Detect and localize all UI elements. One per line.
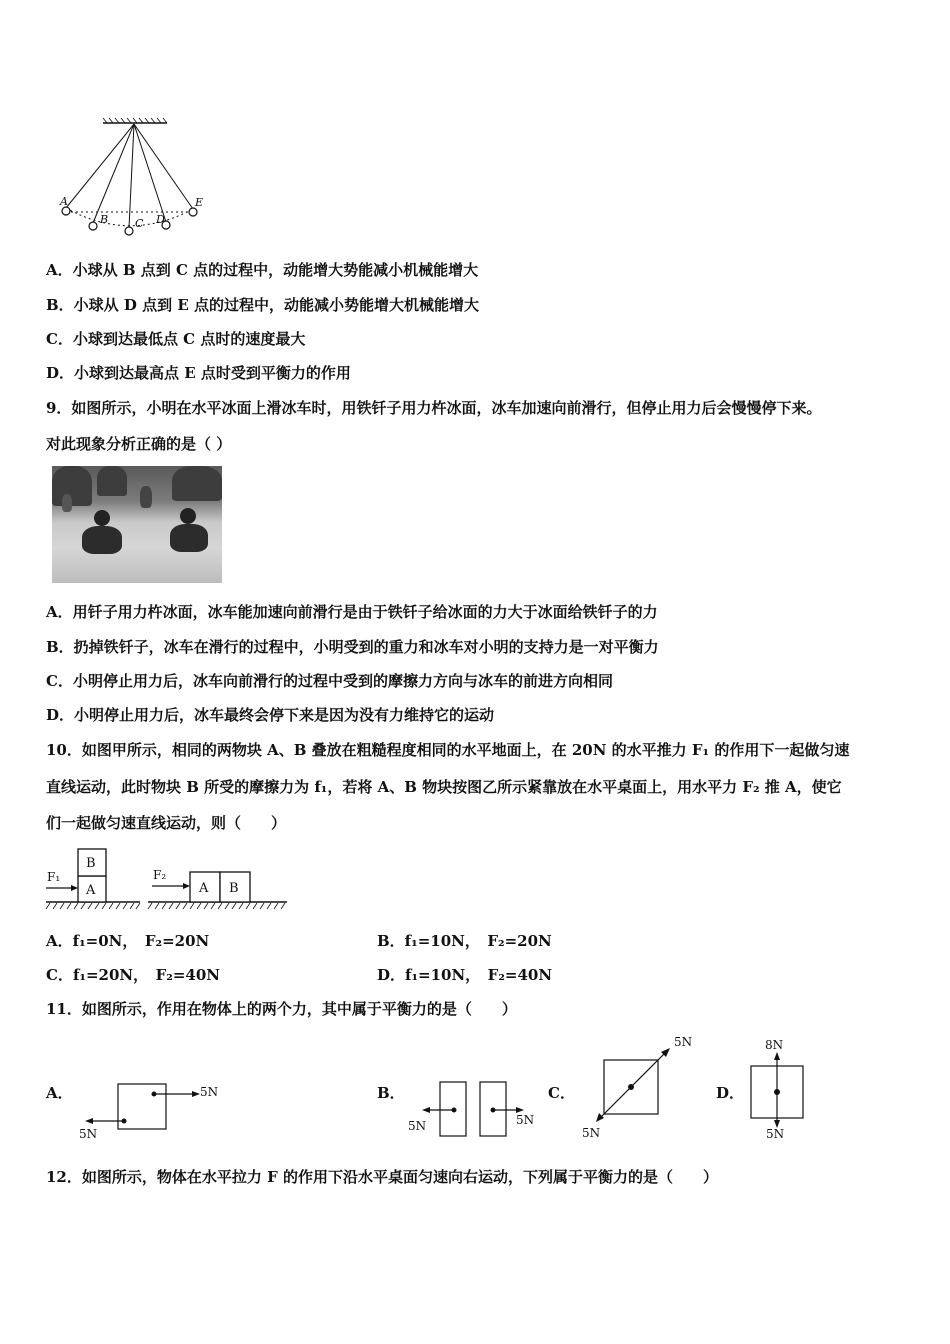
pendulum-label-b: B: [100, 213, 109, 226]
block-a-side: A: [199, 881, 209, 896]
force-label-5n: 5N: [79, 1127, 98, 1141]
block-b-stacked: B: [86, 856, 96, 871]
force-label-5n: 5N: [674, 1035, 693, 1049]
q12-stem: 12．如图所示，物体在水平拉力 F 的作用下沿水平桌面匀速向右运动，下列属于平衡力的是（ ）: [46, 1168, 718, 1186]
force-diagram-a: [76, 1076, 226, 1142]
force-label-5n: 5N: [516, 1113, 535, 1127]
pendulum-label-d: D: [156, 213, 165, 226]
q8-option-b: B．小球从 D 点到 E 点的过程中，动能减小势能增大机械能增大: [46, 296, 480, 314]
force-label-5n: 5N: [766, 1127, 785, 1141]
label-f1: F₁: [47, 870, 61, 884]
force-diagram-d: [745, 1034, 815, 1142]
q11-letter-c: C．: [548, 1084, 575, 1102]
q9-option-d: D．小明停止用力后，冰车最终会停下来是因为没有力维持它的运动: [46, 706, 495, 724]
force-diagram-c: [578, 1030, 708, 1142]
q10-option-c: C．f₁=20N， F₂=40N: [46, 966, 220, 984]
q11-letter-a: A．: [46, 1084, 73, 1102]
pendulum-label-a: A: [60, 195, 68, 208]
q10-option-b: B．f₁=10N， F₂=20N: [377, 932, 552, 950]
q9-option-a: A．用钎子用力杵冰面，冰车能加速向前滑行是由于铁钎子给冰面的力大于冰面给铁钎子的力: [46, 603, 658, 621]
force-label-5n: 5N: [200, 1085, 219, 1099]
q9-stem-line1: 9．如图所示，小明在水平冰面上滑冰车时，用铁钎子用力杵冰面，冰车加速向前滑行，但停止用力后会慢慢停下来。: [46, 399, 822, 417]
q11-letter-d: D．: [716, 1084, 745, 1102]
q10-option-a: A．f₁=0N， F₂=20N: [46, 932, 210, 950]
q11-letter-b: B．: [377, 1084, 405, 1102]
force-label-8n: 8N: [765, 1038, 784, 1052]
force-diagram-b: [406, 1076, 546, 1142]
block-a-stacked: A: [86, 883, 96, 898]
q10-stem-line2: 直线运动，此时物块 B 所受的摩擦力为 f₁，若将 A、B 物块按图乙所示紧靠放在水平桌面上，用水平力 F₂ 推 A，使它: [46, 778, 842, 796]
label-f2: F₂: [153, 868, 167, 882]
block-b-side: B: [229, 881, 239, 896]
q10-option-d: D．f₁=10N， F₂=40N: [377, 966, 553, 984]
force-label-5n: 5N: [582, 1126, 601, 1140]
q10-stem-line1: 10．如图甲所示，相同的两物块 A、B 叠放在粗糙程度相同的水平地面上，在 20N 的水平推力 F₁ 的作用下一起做匀速: [46, 741, 850, 759]
pendulum-figure: [55, 115, 215, 245]
ice-cart-photo: [52, 466, 222, 583]
q8-option-c: C．小球到达最低点 C 点时的速度最大: [46, 330, 306, 348]
q9-option-b: B．扔掉铁钎子，冰车在滑行的过程中，小明受到的重力和冰车对小明的支持力是一对平衡力: [46, 638, 659, 656]
force-label-5n: 5N: [408, 1119, 427, 1133]
q9-stem-line2: 对此现象分析正确的是（ ）: [46, 435, 232, 453]
q9-option-c: C．小明停止用力后，冰车向前滑行的过程中受到的摩擦力方向与冰车的前进方向相同: [46, 672, 613, 690]
pendulum-label-c: C: [135, 217, 144, 230]
q11-stem: 11．如图所示，作用在物体上的两个力，其中属于平衡力的是（ ）: [46, 1000, 517, 1018]
q10-stem-line3: 们一起做匀速直线运动，则（ ）: [46, 814, 287, 832]
blocks-figure: [44, 842, 289, 914]
pendulum-label-e: E: [195, 196, 204, 209]
q8-option-a: A．小球从 B 点到 C 点的过程中，动能增大势能减小机械能增大: [46, 261, 479, 279]
q8-option-d: D．小球到达最高点 E 点时受到平衡力的作用: [46, 364, 351, 382]
